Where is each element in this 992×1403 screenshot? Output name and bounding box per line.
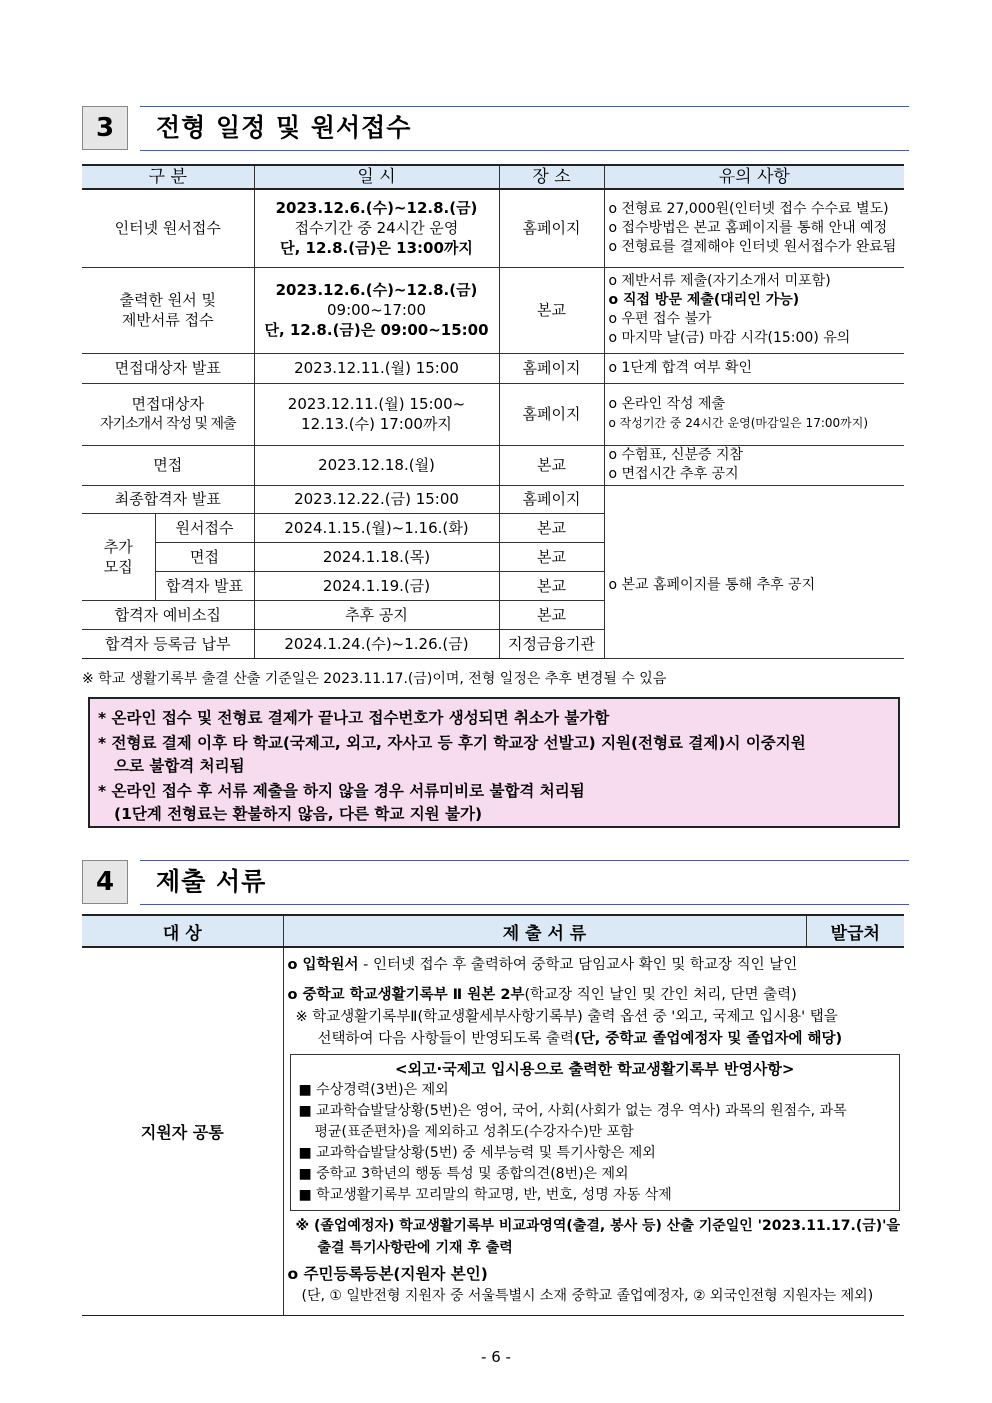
place-cell: 본교: [499, 571, 604, 600]
date-line: 09:00~17:00: [326, 301, 427, 319]
box-item: ■ 학교생활기록부 꼬리말의 학교명, 반, 번호, 성명 자동 삭제: [298, 1187, 672, 1203]
date-cell: 2024.1.19.(금): [254, 571, 499, 600]
date-line: 2023.12.6.(수)~12.8.(금): [275, 281, 478, 299]
table-row: [82, 513, 904, 542]
note-cell: [604, 383, 904, 445]
category-line: 면접대상자: [131, 395, 204, 413]
place-cell: 지정금융기관: [499, 629, 604, 658]
place-cell: 본교: [499, 600, 604, 629]
box-item: ■ 수상경력(3번)은 제외: [298, 1082, 449, 1098]
item-desc: (학교장 직인 날인 및 간인 처리, 단면 출력): [524, 987, 797, 1003]
date-line: 2023.12.11.(월) 15:00~: [287, 395, 466, 413]
warning-line: 으로 불합격 처리됨: [114, 757, 245, 775]
date-cell: 2023.12.18.(월): [254, 445, 499, 485]
note-cell: o 1단계 합격 여부 확인: [604, 353, 904, 383]
table-header-row: [82, 165, 904, 189]
section-number: 3: [82, 106, 128, 150]
group-line: 모집: [103, 557, 133, 576]
note-line: o 수험표, 신분증 지참: [608, 447, 744, 463]
category-cell: 인터넷 원서접수: [82, 189, 254, 267]
date-cell: [254, 383, 499, 445]
note-line: o 접수방법은 본교 홈페이지를 통해 안내 예정: [608, 219, 888, 236]
document-item: [288, 954, 901, 976]
warning-line: (1단계 전형료는 환불하지 않음, 다른 학교 지원 불가): [114, 805, 483, 823]
category-cell: 합격자 예비소집: [82, 600, 254, 629]
note-line: (단, ① 일반전형 지원자 중 서울특별시 소재 중학교 졸업예정자, ② 외국인전형 지원자는 제외): [301, 1288, 874, 1304]
schedule-table: [82, 164, 904, 659]
date-cell: [254, 189, 499, 267]
category-cell: [82, 383, 254, 445]
section-title: 전형 일정 및 원서접수: [156, 113, 412, 142]
item-desc: - 인터넷 접수 후 출력하여 중학교 담임교사 확인 및 학교장 직인 날인: [358, 957, 798, 973]
column-header: 발급처: [806, 915, 904, 947]
date-line: 2023.12.6.(수)~12.8.(금): [275, 199, 478, 218]
place-cell: 홈페이지: [499, 189, 604, 267]
note-line: ※ 학교생활기록부Ⅱ(학교생활세부사항기록부) 출력 옵션 중 '외고, 국제고 입시용' 탭을: [295, 1009, 838, 1025]
group-cell: [82, 513, 155, 600]
date-line: 단, 12.8.(금)은 13:00까지: [280, 239, 473, 258]
box-item: ■ 교과학습발달상황(5번)은 영어, 국어, 사회(사회가 없는 경우 역사) 과목의 원점수, 과목: [298, 1103, 847, 1119]
section-4-heading: [82, 860, 909, 906]
reflection-box: [290, 1054, 901, 1211]
warning-line: * 전형료 결제 이후 타 학교(국제고, 외고, 자사고 등 후기 학교장 선발고) 지원(전형료 결제)시 이중지원: [98, 734, 806, 752]
table-row: [82, 267, 904, 353]
column-header: 장 소: [499, 165, 604, 189]
note-cell: o 본교 홈페이지를 통해 추후 공지: [604, 513, 904, 658]
note-line: o 제반서류 제출(자기소개서 미포함): [608, 273, 831, 289]
warning-box: [88, 697, 900, 828]
column-header: 대 상: [82, 915, 283, 947]
table-row: [82, 445, 904, 485]
category-line: 제반서류 접수: [121, 311, 214, 329]
target-cell: 지원자 공통: [82, 947, 283, 1316]
box-item: ■ 교과학습발달상황(5번) 중 세부능력 및 특기사항은 제외: [298, 1145, 656, 1161]
date-cell: 2023.12.11.(월) 15:00: [254, 353, 499, 383]
subcategory-cell: 원서접수: [155, 513, 254, 542]
note-cell: [604, 267, 904, 353]
date-line: 접수기간 중 24시간 운영: [294, 219, 459, 238]
note-cell: [604, 189, 904, 267]
date-cell: 2024.1.24.(수)~1.26.(금): [254, 629, 499, 658]
divider: [140, 860, 909, 861]
note-line: o 직접 방문 제출(대리인 가능): [608, 292, 800, 308]
box-item: 평균(표준편차)을 제외하고 성취도(수강자수)만 포함: [314, 1124, 634, 1140]
date-cell: [254, 267, 499, 353]
note-line: o 전형료를 결제해야 인터넷 원서접수가 완료됨: [608, 238, 897, 255]
date-cell: 2024.1.15.(월)~1.16.(화): [254, 513, 499, 542]
warning-line: * 온라인 접수 및 전형료 결제가 끝나고 접수번호가 생성되면 취소가 불가함: [98, 709, 610, 727]
place-cell: 본교: [499, 267, 604, 353]
note-text: 선택하여 다음 사항들이 반영되도록 출력: [317, 1031, 575, 1047]
table-row: [82, 485, 904, 513]
date-cell: 2023.12.22.(금) 15:00: [254, 485, 499, 513]
note-line: o 마지막 날(금) 마감 시각(15:00) 유의: [608, 330, 851, 346]
date-line: 12.13.(수) 17:00까지: [301, 415, 452, 433]
group-line: 추가: [103, 537, 133, 556]
place-cell: 본교: [499, 445, 604, 485]
category-line: 출력한 원서 및: [119, 291, 216, 309]
category-cell: [82, 267, 254, 353]
date-line: 단, 12.8.(금)은 09:00~15:00: [264, 321, 489, 339]
warning-line: * 온라인 접수 후 서류 제출을 하지 않을 경우 서류미비로 불합격 처리됨: [98, 782, 585, 800]
date-cell: 추후 공지: [254, 600, 499, 629]
place-cell: 홈페이지: [499, 485, 604, 513]
column-header: 구 분: [82, 165, 254, 189]
note-line: o 우편 접수 불가: [608, 311, 712, 327]
place-cell: 본교: [499, 513, 604, 542]
table-row: [82, 189, 904, 267]
place-cell: 홈페이지: [499, 383, 604, 445]
subcategory-cell: 합격자 발표: [155, 571, 254, 600]
note-line: [288, 1028, 901, 1050]
documents-cell: [283, 947, 904, 1316]
documents-table: [82, 914, 904, 1316]
place-cell: 홈페이지: [499, 353, 604, 383]
section-number: 4: [82, 860, 128, 904]
document-item: o 주민등록등본(지원자 본인): [287, 1265, 488, 1283]
category-cell: 면접대상자 발표: [82, 353, 254, 383]
table-row: [82, 383, 904, 445]
note-cell: [604, 485, 904, 513]
place-cell: 본교: [499, 542, 604, 571]
note-line: ※ (졸업예정자) 학교생활기록부 비교과영역(출결, 봉사 등) 산출 기준일인 '2023.11.17.(금)'을: [295, 1218, 900, 1234]
divider: [140, 904, 909, 905]
note-line: 출결 특기사항란에 기재 후 출력: [317, 1240, 513, 1256]
category-cell: 합격자 등록금 납부: [82, 629, 254, 658]
column-header: 유의 사항: [604, 165, 904, 189]
note-line: o 작성기간 중 24시간 운영(마감일은 17:00까지): [608, 416, 869, 430]
item-title: o 중학교 학교생활기록부 Ⅱ 원본 2부: [287, 987, 525, 1003]
table-row: [82, 353, 904, 383]
schedule-footnote: ※ 학교 생활기록부 출결 산출 기준일은 2023.11.17.(금)이며, 전형 일정은 추후 변경될 수 있음: [82, 671, 667, 687]
column-header: 일 시: [254, 165, 499, 189]
note-line: o 전형료 27,000원(인터넷 접수 수수료 별도): [608, 200, 889, 217]
item-title: o 입학원서: [287, 957, 359, 973]
column-header: 제 출 서 류: [283, 915, 806, 947]
section-title: 제출 서류: [156, 867, 267, 896]
table-row: [82, 947, 904, 1316]
note-line: o 면접시간 추후 공지: [608, 466, 739, 482]
note-text: (단, 중학교 졸업예정자 및 졸업자에 해당): [574, 1031, 843, 1047]
section-3-heading: [82, 106, 909, 152]
subcategory-cell: 면접: [155, 542, 254, 571]
divider: [140, 106, 909, 107]
box-item: ■ 중학교 3학년의 행동 특성 및 종합의견(8번)은 제외: [298, 1166, 629, 1182]
note-cell: [604, 445, 904, 485]
category-cell: 최종합격자 발표: [82, 485, 254, 513]
divider: [140, 150, 909, 151]
table-header-row: [82, 915, 904, 947]
note-line: o 온라인 작성 제출: [608, 396, 726, 412]
date-cell: 2024.1.18.(목): [254, 542, 499, 571]
document-item: [288, 984, 901, 1006]
category-line: 자기소개서 작성 및 제출: [99, 416, 236, 432]
box-title: <외고·국제고 입시용으로 출력한 학교생활기록부 반영사항>: [395, 1060, 795, 1078]
page-number: - 6 -: [481, 1348, 511, 1366]
category-cell: 면접: [82, 445, 254, 485]
